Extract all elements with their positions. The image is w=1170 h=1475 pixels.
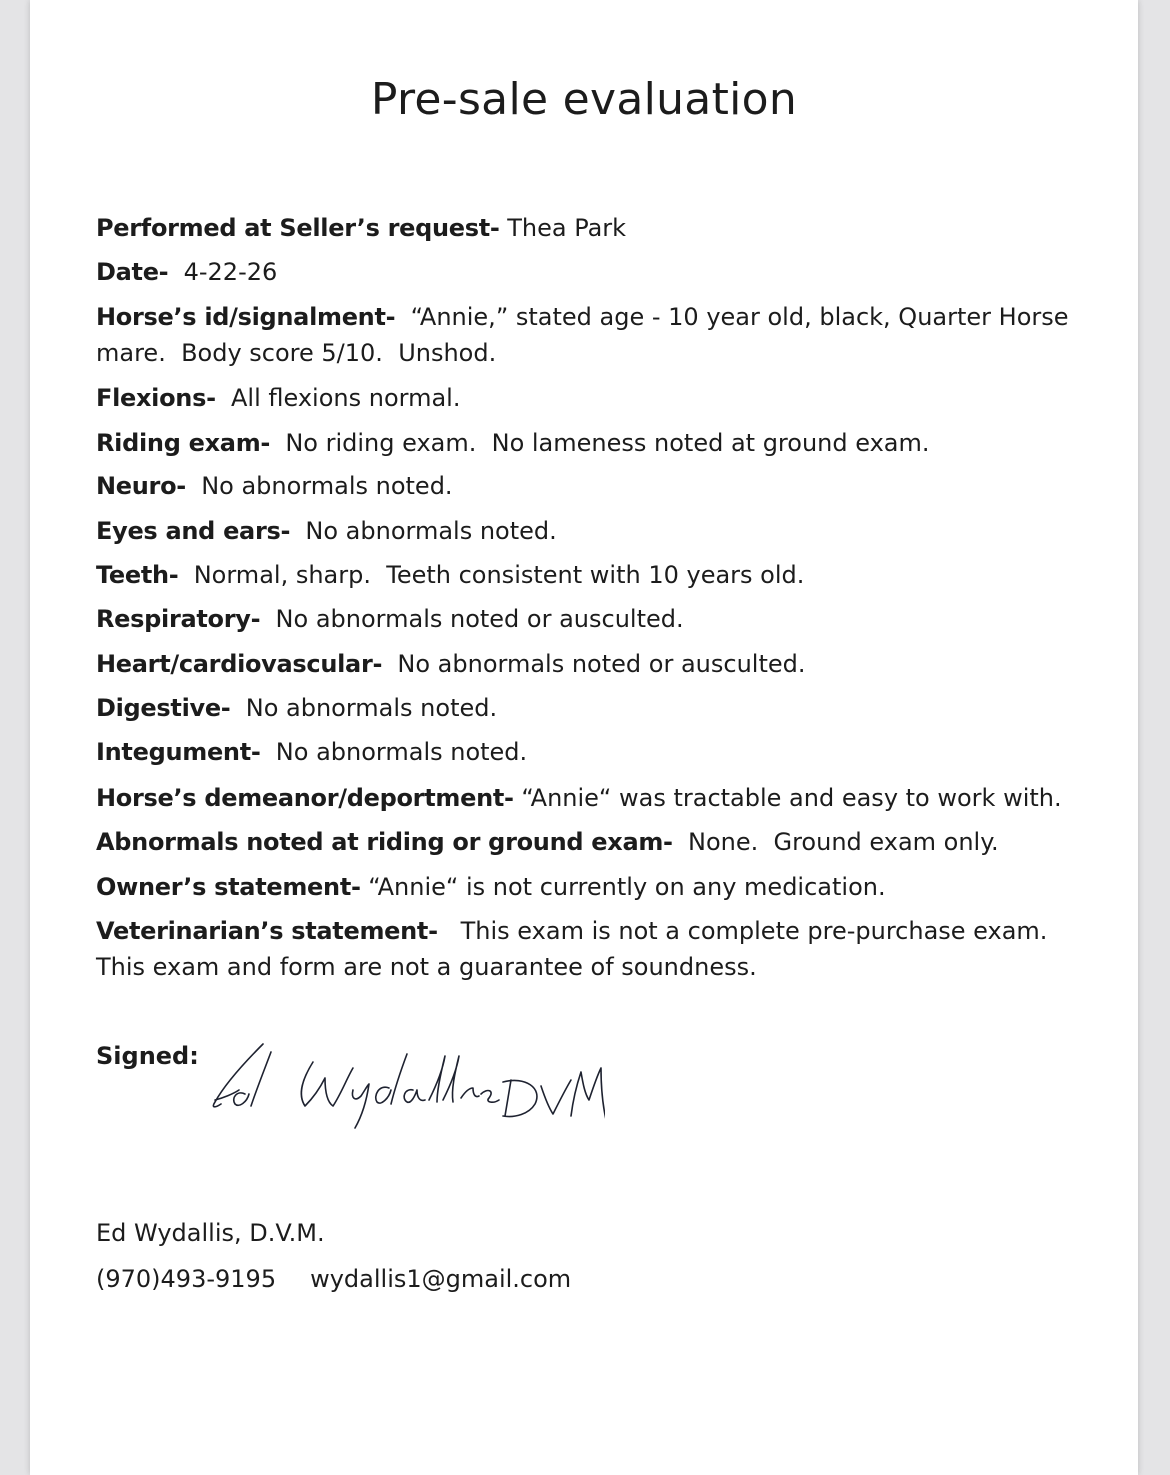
field-label: Performed at Seller’s request- <box>96 214 500 242</box>
field-flexions <box>96 380 1106 416</box>
field-value: No abnormals noted or ausculted. <box>382 650 806 678</box>
field-value: All flexions normal. <box>215 384 461 412</box>
field-value: No abnormals noted. <box>290 517 557 545</box>
field-label: Horse’s id/signalment- <box>96 303 396 331</box>
field-label: Neuro- <box>96 472 186 500</box>
field-value: No riding exam. No lameness noted at ground exam. <box>270 429 930 457</box>
field-respiratory <box>96 601 1106 637</box>
field-digestive <box>96 690 1106 726</box>
field-heart <box>96 646 1106 682</box>
field-label: Respiratory- <box>96 605 261 633</box>
field-value: “Annie“ is not currently on any medication. <box>360 873 886 901</box>
field-demeanor <box>96 780 1106 816</box>
field-value: No abnormals noted. <box>185 472 453 500</box>
signed-label: Signed: <box>96 1042 199 1070</box>
field-performed-at <box>96 210 1106 246</box>
signer-phone: (970)493-9195 <box>96 1265 277 1293</box>
field-label: Abnormals noted at riding or ground exam- <box>96 828 673 856</box>
field-eyes-ears <box>96 513 1106 549</box>
field-label: Date- <box>96 258 169 286</box>
field-value: “Annie“ was tractable and easy to work with. <box>513 784 1062 812</box>
field-teeth <box>96 557 1106 593</box>
field-value: No abnormals noted. <box>260 738 528 766</box>
signer-name: Ed Wydallis, D.V.M. <box>96 1219 325 1247</box>
field-label: Riding exam- <box>96 429 271 457</box>
field-riding-exam <box>96 425 1106 461</box>
field-date <box>96 254 1106 290</box>
field-label: Owner’s statement- <box>96 873 361 901</box>
field-vet-statement <box>96 913 1106 985</box>
handwritten-signature <box>175 1032 605 1142</box>
field-value: 4-22-26 <box>168 258 278 286</box>
field-value: No abnormals noted or ausculted. <box>260 605 684 633</box>
field-label: Digestive- <box>96 694 231 722</box>
field-label: Eyes and ears- <box>96 517 291 545</box>
field-label: Heart/cardiovascular- <box>96 650 383 678</box>
field-label: Integument- <box>96 738 261 766</box>
field-neuro <box>96 468 1106 504</box>
field-owner-statement <box>96 869 1106 905</box>
field-integument <box>96 734 1106 770</box>
document-page <box>30 0 1138 1475</box>
field-value: This exam is not a complete pre-purchase exam. This exam and form are not a guarantee of soundness. <box>96 917 1063 981</box>
field-label: Teeth- <box>96 561 179 589</box>
field-value: None. Ground exam only. <box>672 828 999 856</box>
signer-email: wydallis1@gmail.com <box>310 1265 572 1293</box>
field-value: “Annie,” stated age - 10 year old, black, Quarter Horse mare. Body score 5/10. Unshod. <box>96 303 1077 367</box>
field-abnormals <box>96 824 1106 860</box>
signer-contact <box>96 1261 571 1297</box>
field-label: Veterinarian’s statement- <box>96 917 438 945</box>
document-title: Pre-sale evaluation <box>370 74 798 125</box>
field-value: Normal, sharp. Teeth consistent with 10 years old. <box>178 561 805 589</box>
field-label: Flexions- <box>96 384 216 412</box>
field-value: Thea Park <box>499 214 627 242</box>
field-horse-signalment <box>96 299 1106 371</box>
field-label: Horse’s demeanor/deportment- <box>96 784 514 812</box>
field-value: No abnormals noted. <box>230 694 498 722</box>
